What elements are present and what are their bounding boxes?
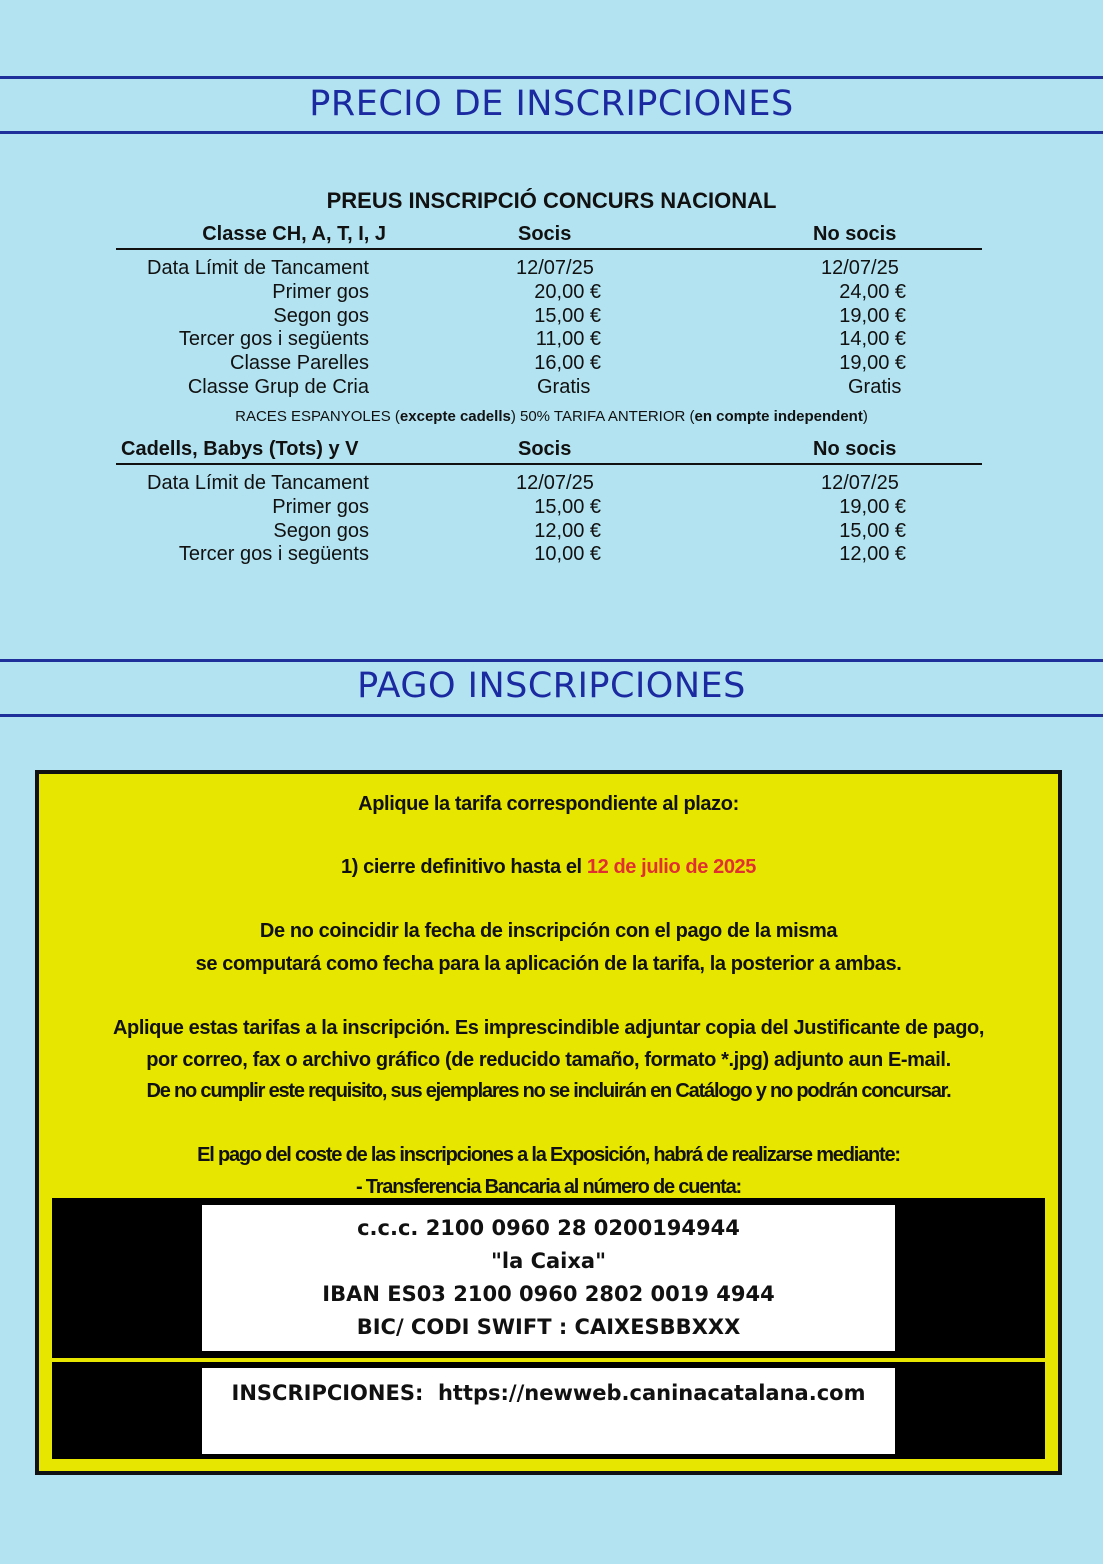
row-label: Segon gos <box>273 304 369 327</box>
row-no-socis: 12/07/25 <box>821 257 899 279</box>
bank-ccc: c.c.c. 2100 0960 28 0200194944 <box>357 1216 740 1240</box>
payment-line3: De no coincidir la fecha de inscripción con el pago de la misma <box>259 920 838 942</box>
section2-bottom-rule <box>0 714 1103 717</box>
payment-deadline-date: 12 de julio de 2025 <box>586 856 757 878</box>
table-row <box>0 496 1103 520</box>
group2-header-rule <box>116 463 982 465</box>
bank-bic: BIC/ CODI SWIFT : CAIXESBBXXX <box>356 1315 741 1339</box>
row-no-socis: 19,00 € <box>839 304 906 327</box>
row-socis: 16,00 € <box>534 352 601 375</box>
section1-bottom-rule <box>0 131 1103 134</box>
row-no-socis: 19,00 € <box>839 352 906 375</box>
payment-line4: se computará como fecha para la aplicación de la tarifa, la posterior a ambas. <box>195 953 902 975</box>
payment-line2-prefix: 1) cierre definitivo hasta el <box>340 856 587 878</box>
row-socis: 10,00 € <box>534 543 601 566</box>
bank-iban: IBAN ES03 2100 0960 2802 0019 4944 <box>322 1282 775 1306</box>
row-socis: 15,00 € <box>534 495 601 518</box>
row-no-socis: Gratis <box>848 375 902 398</box>
row-socis: 11,00 € <box>535 328 601 351</box>
table-row <box>0 472 1103 496</box>
group1-header-no-socis: No socis <box>813 223 897 245</box>
section1-top-rule <box>0 76 1103 79</box>
row-label: Primer gos <box>272 495 369 518</box>
note-part3: ) <box>862 408 868 425</box>
row-label: Data Límit de Tancament <box>147 257 369 279</box>
payment-line5: Aplique estas tarifas a la inscripción. Es imprescindible adjuntar copia del Justificante de pago, <box>112 1017 985 1039</box>
row-label: Classe Grup de Cria <box>187 375 369 398</box>
group2-rows <box>0 472 1103 567</box>
row-label: Segon gos <box>273 519 369 542</box>
row-label: Classe Parelles <box>230 352 369 375</box>
group2-header-no-socis: No socis <box>813 438 897 460</box>
payment-line8: El pago del coste de las inscripciones a la Exposición, habrá de realizarse mediante: <box>197 1144 900 1166</box>
row-no-socis: 14,00 € <box>839 328 906 351</box>
row-socis: 15,00 € <box>534 304 601 327</box>
row-no-socis: 19,00 € <box>839 495 906 518</box>
row-no-socis: 24,00 € <box>839 280 906 303</box>
table-row <box>0 520 1103 544</box>
group1-header-socis: Socis <box>518 223 572 245</box>
group1-header-rule <box>116 248 982 250</box>
row-socis: 12,00 € <box>534 519 601 542</box>
section1-title: PRECIO DE INSCRIPCIONES <box>309 84 794 124</box>
inscriptions-link[interactable]: INSCRIPCIONES: https://newweb.caninacatalana.com <box>202 1368 895 1454</box>
payment-line9: - Transferencia Bancaria al número de cuenta: <box>355 1176 742 1198</box>
row-label: Primer gos <box>272 280 369 303</box>
group2-header-label: Cadells, Babys (Tots) y V <box>121 438 359 460</box>
note-part1: RACES ESPANYOLES ( <box>235 408 400 425</box>
bank-name: "la Caixa" <box>490 1249 607 1273</box>
table-row <box>0 257 1103 281</box>
group1-rows <box>0 257 1103 400</box>
bank-account-box <box>202 1205 895 1351</box>
table-title: PREUS INSCRIPCIÓ CONCURS NACIONAL <box>326 188 777 213</box>
row-label: Tercer gos i següents <box>178 543 369 566</box>
group1-header-label: Classe CH, A, T, I, J <box>202 223 386 245</box>
row-no-socis: 15,00 € <box>839 519 906 542</box>
note-bold2: en compte independent <box>694 408 863 425</box>
note-bold1: excepte cadells <box>399 408 511 425</box>
table-row <box>0 543 1103 567</box>
row-socis: Gratis <box>537 375 591 398</box>
table-row <box>0 352 1103 376</box>
table-row <box>0 376 1103 400</box>
table-row <box>0 281 1103 305</box>
row-socis: 20,00 € <box>534 280 601 303</box>
payment-line1: Aplique la tarifa correspondiente al plazo: <box>358 793 739 815</box>
table-row <box>0 328 1103 352</box>
row-socis: 12/07/25 <box>516 257 594 279</box>
table-row <box>0 305 1103 329</box>
section2-top-rule <box>0 659 1103 662</box>
payment-line2 <box>39 853 1058 881</box>
row-label: Data Límit de Tancament <box>147 472 369 494</box>
group2-header-socis: Socis <box>518 438 572 460</box>
payment-line6: por correo, fax o archivo gráfico (de reducido tamaño, formato *.jpg) adjunto aun E-mail. <box>146 1049 951 1071</box>
payment-line7: De no cumplir este requisito, sus ejemplares no se incluirán en Catálogo y no podrán concursar. <box>146 1080 951 1102</box>
section2-title: PAGO INSCRIPCIONES <box>357 666 746 706</box>
row-label: Tercer gos i següents <box>178 328 369 351</box>
row-no-socis: 12/07/25 <box>821 472 899 494</box>
row-no-socis: 12,00 € <box>839 543 906 566</box>
spanish-breeds-note <box>0 408 1103 425</box>
row-socis: 12/07/25 <box>516 472 594 494</box>
note-part2: ) 50% TARIFA ANTERIOR ( <box>510 408 695 425</box>
